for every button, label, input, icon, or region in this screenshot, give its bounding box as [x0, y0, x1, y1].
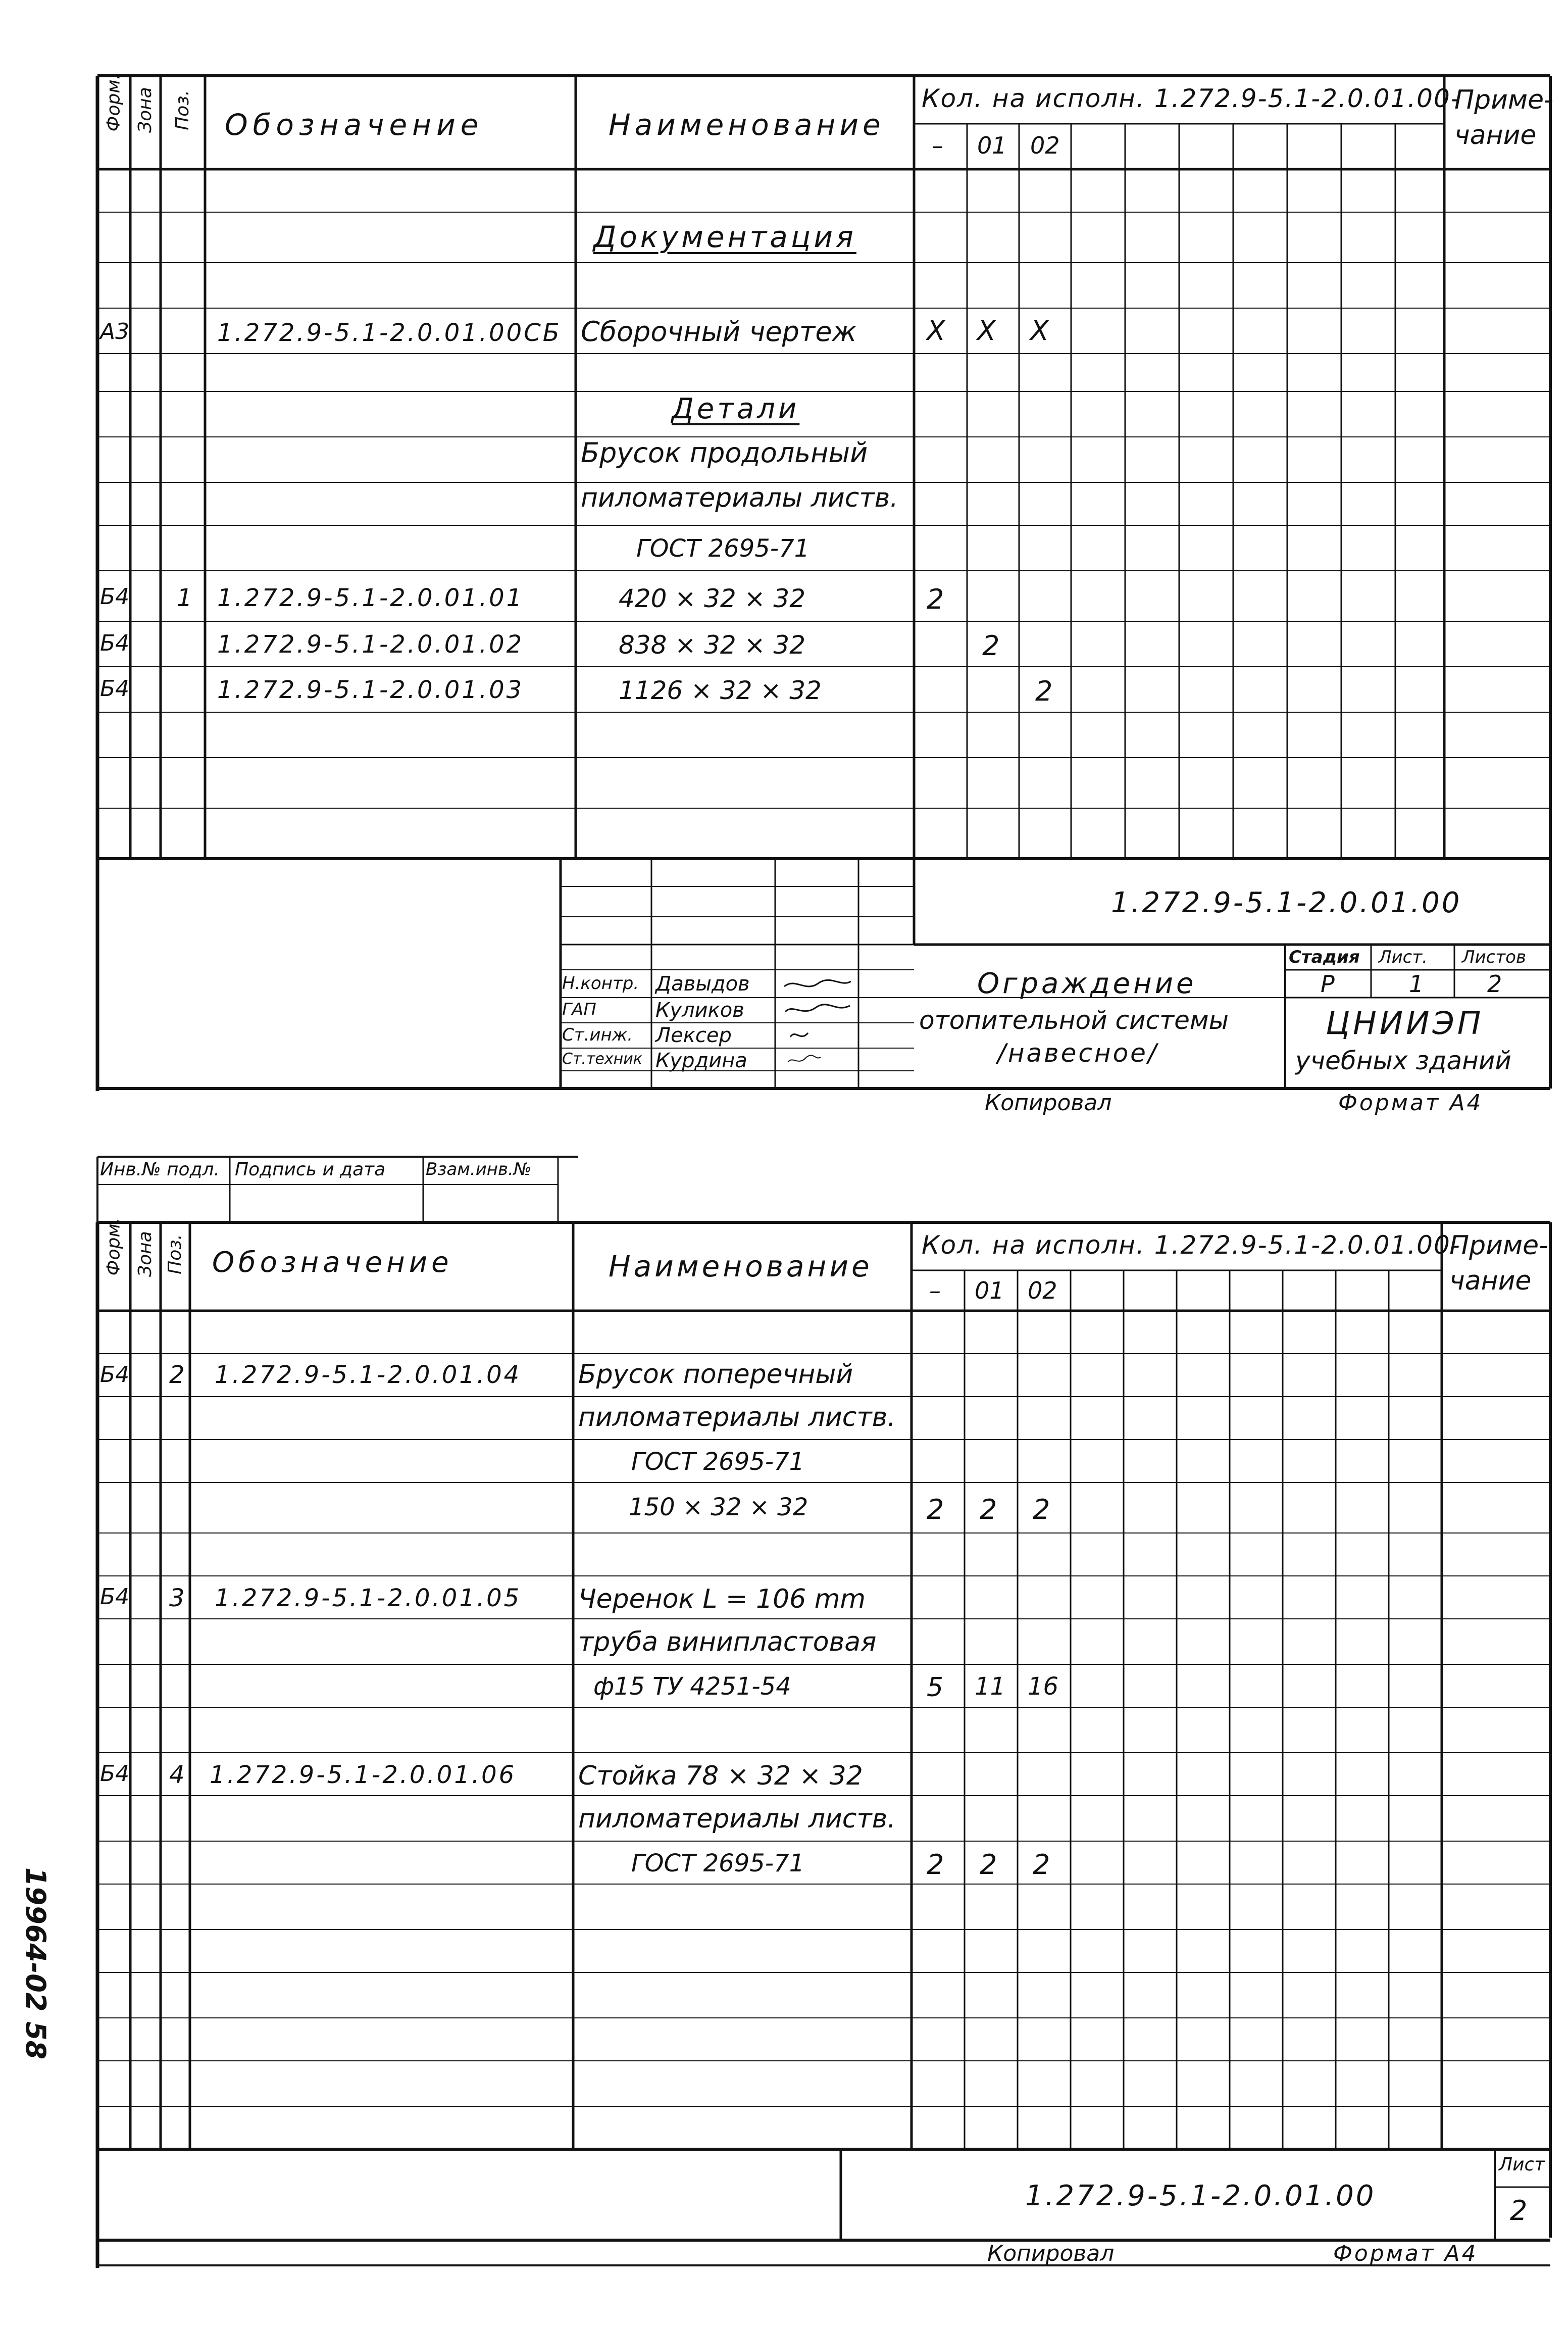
qty-sub-base: –	[932, 132, 943, 159]
s2-item2-line2: труба винипластовая	[578, 1627, 877, 1657]
header-qty: Кол. на исполн. 1.272.9-5.1-2.0.01.00-	[922, 84, 1461, 113]
s2-sheet-value: 2	[1510, 2195, 1528, 2227]
row1-designation: 1.272.9-5.1-2.0.01.01	[217, 584, 524, 612]
footer1-format: Формат А4	[1338, 1090, 1483, 1116]
title-line-2: отопительной системы	[919, 1006, 1229, 1035]
org-line-1: ЦНИИЭП	[1326, 1005, 1484, 1042]
row3-designation: 1.272.9-5.1-2.0.01.03	[217, 676, 524, 704]
s2-doc-code: 1.272.9-5.1-2.0.01.00	[1025, 2180, 1376, 2212]
s2-header-format: Форм.	[103, 1218, 124, 1276]
role-4-name: Курдина	[655, 1049, 747, 1072]
doc-q0: X	[927, 315, 945, 347]
s2-qty-sub-01: 01	[975, 1277, 1004, 1304]
doc-q1: X	[977, 315, 996, 347]
s2-item3-line1: Стойка 78 × 32 × 32	[578, 1761, 863, 1791]
title-line-1: Ограждение	[977, 967, 1197, 1000]
sheets-label: Листов	[1462, 947, 1527, 967]
sheet-value: 1	[1409, 970, 1424, 998]
s2-item1-q0: 2	[927, 1494, 944, 1525]
s2-item3-line2: пиломатериалы листв.	[578, 1804, 896, 1834]
row2-format: Б4	[100, 630, 130, 656]
row1-pos: 1	[177, 584, 192, 612]
title-doc-code: 1.272.9-5.1-2.0.01.00	[1111, 886, 1462, 919]
s2-item2-q0: 5	[927, 1672, 944, 1703]
s2-item1-line3: ГОСТ 2695-71	[631, 1448, 805, 1476]
side-stamp-number: 19964-02	[20, 1867, 52, 2012]
row3-name: 1126 × 32 × 32	[619, 676, 822, 705]
s2-item2-designation: 1.272.9-5.1-2.0.01.05	[215, 1584, 522, 1612]
stage-value: Р	[1321, 970, 1335, 998]
stamp-inv: Инв.№ подл.	[100, 1159, 220, 1180]
s2-header-pos: Поз.	[165, 1234, 185, 1274]
qty-sub-01: 01	[977, 132, 1007, 159]
header-zone: Зона	[135, 87, 156, 133]
s2-item2-pos: 3	[169, 1584, 185, 1612]
s2-item1-q1: 2	[980, 1494, 997, 1525]
doc-designation: 1.272.9-5.1-2.0.01.00СБ	[217, 319, 562, 347]
role-1-name: Давыдов	[655, 972, 750, 996]
footer1-copied: Копировал	[985, 1090, 1112, 1116]
s2-item1-line1: Брусок поперечный	[578, 1359, 853, 1390]
row3-format: Б4	[100, 676, 130, 702]
part-desc-3: ГОСТ 2695-71	[636, 534, 810, 563]
s2-item1-designation: 1.272.9-5.1-2.0.01.04	[215, 1361, 522, 1389]
stage-label: Стадия	[1289, 947, 1360, 967]
s2-item1-line2: пиломатериалы листв.	[578, 1402, 896, 1432]
s2-header-zone: Зона	[135, 1231, 156, 1277]
s2-header-name: Наименование	[609, 1249, 873, 1283]
row3-q2: 2	[1035, 675, 1053, 707]
s2-item2-line3: ф15 ТУ 4251-54	[593, 1672, 791, 1701]
s2-qty-sub-base: –	[929, 1277, 941, 1304]
row2-q1: 2	[982, 630, 1000, 662]
row2-designation: 1.272.9-5.1-2.0.01.02	[217, 630, 524, 659]
header-name: Наименование	[609, 108, 885, 142]
role-2: ГАП	[562, 1000, 596, 1020]
org-line-2: учебных зданий	[1295, 1046, 1511, 1075]
footer2-format: Формат А4	[1333, 2241, 1478, 2266]
s2-item3-q1: 2	[980, 1849, 997, 1881]
row1-name: 420 × 32 × 32	[619, 584, 806, 613]
row1-q0: 2	[927, 583, 944, 615]
s2-item2-q1: 11	[975, 1672, 1006, 1701]
header-designation: Обозначение	[225, 108, 484, 142]
header-format: Форм.	[103, 74, 124, 132]
stamp-replace: Взам.инв.№	[426, 1159, 532, 1179]
s2-item3-pos: 4	[169, 1761, 185, 1789]
role-3: Ст.инж.	[562, 1025, 633, 1045]
title-line-3: /навесное/	[997, 1038, 1158, 1068]
s2-item3-designation: 1.272.9-5.1-2.0.01.06	[210, 1761, 517, 1789]
s2-header-note-1: Приме-	[1449, 1230, 1548, 1261]
header-note-1: Приме-	[1454, 85, 1553, 115]
s2-item1-line4: 150 × 32 × 32	[629, 1493, 808, 1521]
part-desc-1: Брусок продольный	[581, 437, 868, 469]
s2-item3-line3: ГОСТ 2695-71	[631, 1849, 805, 1877]
s2-item1-q2: 2	[1033, 1494, 1050, 1525]
header-note-2: чание	[1454, 120, 1537, 151]
s2-item2-q2: 16	[1028, 1672, 1059, 1701]
s2-item2-format: Б4	[100, 1584, 130, 1610]
s2-header-designation: Обозначение	[212, 1246, 453, 1279]
doc-format: А3	[100, 319, 130, 344]
s2-item3-q0: 2	[927, 1849, 944, 1881]
row1-format: Б4	[100, 584, 130, 610]
s2-item1-pos: 2	[169, 1361, 185, 1389]
doc-name: Сборочный чертеж	[581, 316, 857, 348]
s2-header-note-2: чание	[1449, 1266, 1532, 1296]
role-1: Н.контр.	[562, 973, 639, 994]
role-4: Ст.техник	[562, 1050, 642, 1068]
header-pos: Поз.	[172, 90, 193, 130]
footer2-copied: Копировал	[987, 2241, 1115, 2266]
s2-item1-format: Б4	[100, 1362, 130, 1388]
stamp-sign: Подпись и дата	[235, 1159, 386, 1180]
section-parts: Детали	[672, 392, 800, 425]
s2-sheet-label: Лист	[1499, 2154, 1545, 2175]
part-desc-2: пиломатериалы листв.	[581, 483, 898, 513]
qty-sub-02: 02	[1030, 132, 1060, 159]
s2-item3-format: Б4	[100, 1761, 130, 1787]
side-stamp-page: 58	[20, 2021, 52, 2060]
s2-qty-sub-02: 02	[1028, 1277, 1057, 1304]
sheet-label: Лист.	[1379, 947, 1428, 967]
signatures	[780, 972, 856, 1073]
s2-item3-q2: 2	[1033, 1849, 1050, 1881]
s2-item2-line1: Черенок L = 106 mm	[578, 1584, 866, 1614]
row2-name: 838 × 32 × 32	[619, 630, 806, 660]
doc-q2: X	[1030, 315, 1049, 347]
s2-header-qty: Кол. на исполн. 1.272.9-5.1-2.0.01.00-	[922, 1230, 1461, 1260]
role-3-name: Лексер	[655, 1024, 732, 1047]
section-documentation: Документация	[593, 220, 856, 254]
sheets-value: 2	[1487, 970, 1502, 998]
role-2-name: Куликов	[655, 999, 744, 1022]
